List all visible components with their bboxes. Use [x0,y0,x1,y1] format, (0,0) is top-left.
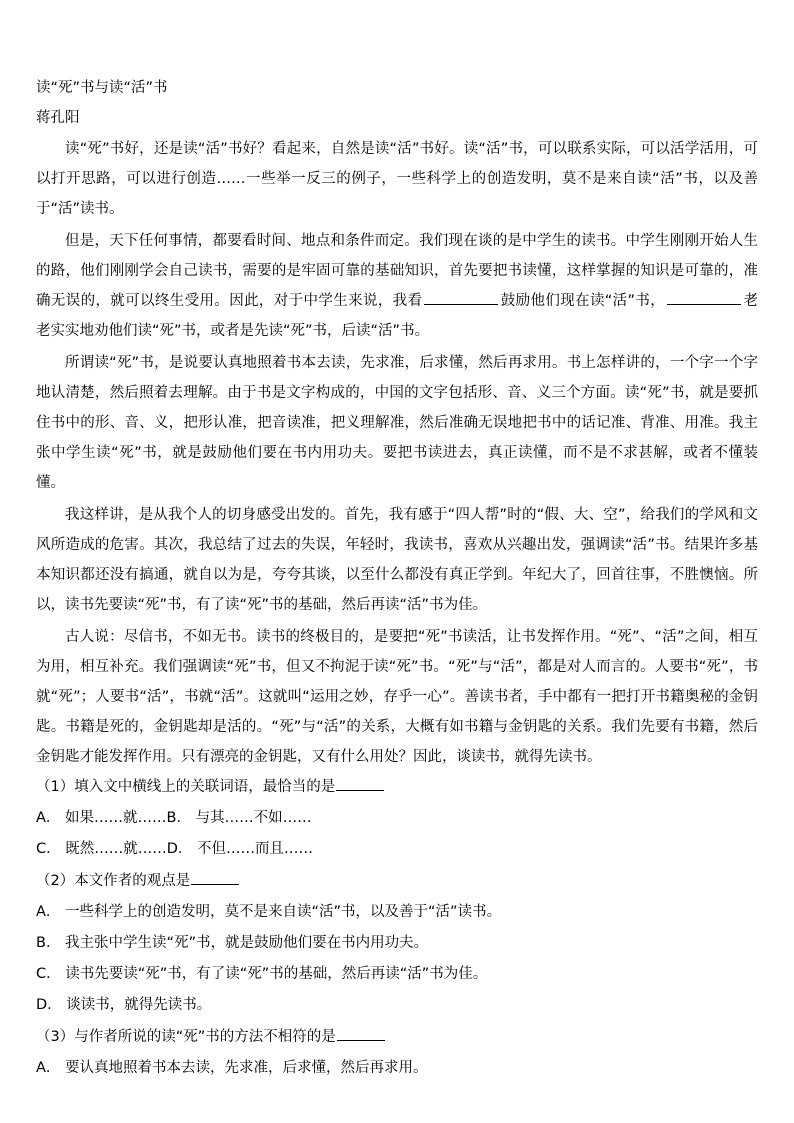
paragraph-5: 古人说：尽信书，不如无书。读书的终极目的，是要把“死”书读活，让书发挥作用。“死”、“活”之间，相互为用，相互补充。我们强调读“死”书，但又不拘泥于读“死”书。“死”与“活”，都是对人而言的。人要书“死”，书就“死”；人要书“活”，书就“活”。这就叫“运用之妙，存乎一心”。善读书者，手中都有一把打开书籍奥秘的金钥匙。书籍是死的，金钥匙却是活的。“死”与“活”的关系，大概有如书籍与金钥匙的关系。我们先要有书籍，然后金钥匙才能发挥作用。只有漂亮的金钥匙，又有什么用处？因此，谈读书，就得先读书。 [36,629,758,765]
article-author: 蒋孔阳 [36,110,80,126]
document-page [36,78,758,1078]
option-line: C． 既然……就……D． 不但……而且…… [36,841,314,857]
paragraph-4: 我这样讲，是从我个人的切身感受出发的。首先，我有感于“四人帮”时的“假、大、空”，给我们的学风和文风所造成的危害。其次，我总结了过去的失误，年轻时，我读书，喜欢从兴趣出发，强调读“活”书。结果许多基本知识都还没有搞通，就自以为是，夸夸其谈，以至什么都没有真正学到。年纪大了，回首往事，不胜懊恼。所以，读书先要读“死”书，有了读“死”书的基础，然后再读“活”书为佳。 [36,507,758,613]
question-stem: （2）本文作者的观点是 [36,870,758,891]
option-line: B． 我主张中学生读“死”书，就是鼓励他们要在书内用功夫。 [36,935,429,951]
option-line: C． 读书先要读“死”书，有了读“死”书的基础，然后再读“活”书为佳。 [36,966,488,982]
paragraph-2-part-b: 鼓励他们现在读“活”书， [500,293,666,309]
paragraph-2-part-c: 老老实实地劝他们读“死”书，或者是先读“死”书，后读“活”书。 [36,293,759,339]
option-line: A． 一些科学上的创造发明，莫不是来自读“活”书，以及善于“活”读书。 [36,904,502,920]
answer-blank[interactable] [191,870,239,885]
question-1 [36,776,758,859]
answer-blank[interactable] [337,1026,385,1041]
paragraph-2 [36,226,758,346]
question-3 [36,1026,758,1078]
paragraph-1: 读“死”书好，还是读“活”书好？看起来，自然是读“活”书好。读“活”书，可以联系实际，可以活学活用，可以打开思路，可以进行创造……一些举一反三的例子，一些科学上的创造发明，莫不是来自读“活”书，以及善于“活”读书。 [36,141,758,217]
fill-blank-2[interactable] [667,290,741,305]
article-title: 读“死”书与读“活”书 [36,80,168,96]
question-stem: （1）填入文中横线上的关联词语，最恰当的是 [36,776,758,797]
option-line: A． 要认真地照着书本去读，先求准，后求懂，然后再求用。 [36,1060,428,1076]
question-2 [36,870,758,1015]
option-line: D． 谈读书，就得先读书。 [36,997,212,1013]
answer-blank[interactable] [336,776,384,791]
fill-blank-1[interactable] [424,290,498,305]
paragraph-3: 所谓读“死”书，是说要认真地照着书本去读，先求准，后求懂，然后再求用。书上怎样讲的，一个字一个字地认清楚，然后照着去理解。由于书是文字构成的，中国的文字包括形、音、义三个方面。读“死”书，就是要抓住书中的形、音、义，把形认准，把音读准，把义理解准，然后准确无误地把书中的话记准、背准、用准。我主张中学生读“死”书，就是鼓励他们要在书内用功夫。要把书读进去，真正读懂，而不是不求甚解，或者不懂装懂。 [36,355,758,491]
paragraph-2-part-a: 但是，天下任何事情，都要看时间、地点和条件而定。我们现在谈的是中学生的读书。中学生刚刚开始人生的路，他们刚刚学会自己读书，需要的是牢固可靠的基础知识，首先要把书读懂，这样掌握的知识是可靠的，准确无误的，就可以终生受用。因此，对于中学生来说，我看 [36,233,758,309]
option-line: A． 如果……就……B． 与其……不如…… [36,810,312,826]
question-stem: （3）与作者所说的读“死”书的方法不相符的是 [36,1026,758,1047]
